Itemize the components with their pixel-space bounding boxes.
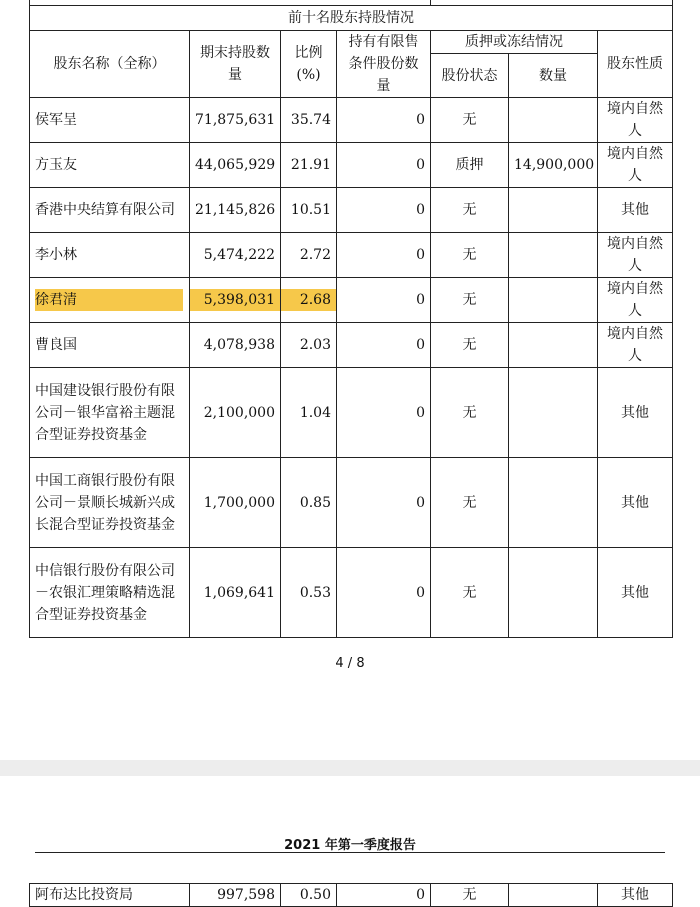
table-row [30,458,673,548]
restricted-shares: 0 [337,188,431,233]
pledge-status: 无 [431,884,509,907]
restricted-shares: 0 [337,98,431,143]
share-ratio: 2.72 [281,233,337,278]
restricted-shares: 0 [337,143,431,188]
shareholder-nature: 境内自然人 [598,143,673,188]
shares-held: 1,069,641 [190,548,281,638]
shareholders-table [29,0,673,638]
table-row [30,548,673,638]
shareholder-nature: 境内自然人 [598,323,673,368]
shareholder-name: 中信银行股份有限公司－农银汇理策略精选混合型证券投资基金 [30,548,190,638]
share-ratio: 21.91 [281,143,337,188]
shareholder-nature: 境内自然人 [598,98,673,143]
header-nature: 股东性质 [598,31,673,98]
restricted-shares: 0 [337,884,431,907]
shareholder-name [30,278,190,323]
pledge-amount [509,368,598,458]
share-ratio: 2.03 [281,323,337,368]
pledge-amount [509,233,598,278]
shares-held: 1,700,000 [190,458,281,548]
header-pledge-status: 股份状态 [431,54,509,98]
pledge-amount [509,278,598,323]
pledge-status: 无 [431,233,509,278]
header-pledge-amount: 数量 [509,54,598,98]
shareholder-nature: 其他 [598,548,673,638]
header-name: 股东名称（全称） [30,31,190,98]
shares-held: 4,078,938 [190,323,281,368]
highlight-mark: 徐君清 [35,289,183,311]
section-title-row [30,6,673,31]
restricted-shares: 0 [337,233,431,278]
header-row-1 [30,31,673,54]
shares-held: 2,100,000 [190,368,281,458]
shareholder-nature: 其他 [598,368,673,458]
header-shares: 期末持股数量 [190,31,281,98]
shares-held: 44,065,929 [190,143,281,188]
pledge-status: 无 [431,323,509,368]
shareholder-nature: 境内自然人 [598,278,673,323]
shareholder-nature: 其他 [598,188,673,233]
shareholder-nature: 其他 [598,458,673,548]
shareholder-name: 曹良国 [30,323,190,368]
pledge-amount [509,884,598,907]
header-restricted: 持有有限售条件股份数量 [337,31,431,98]
shareholder-name: 阿布达比投资局 [30,884,190,907]
pledge-amount [509,323,598,368]
header-rule [35,852,665,853]
share-ratio: 0.50 [281,884,337,907]
header-pledge-group: 质押或冻结情况 [431,31,598,54]
pledge-status: 无 [431,458,509,548]
shares-held: 997,598 [190,884,281,907]
section-title: 前十名股东持股情况 [30,6,673,31]
table-row [30,884,673,907]
highlight-mark: 5,398,031 [190,289,280,311]
share-ratio: 1.04 [281,368,337,458]
shareholder-name: 中国工商银行股份有限公司－景顺长城新兴成长混合型证券投资基金 [30,458,190,548]
shareholder-name: 中国建设银行股份有限公司－银华富裕主题混合型证券投资基金 [30,368,190,458]
restricted-shares: 0 [337,323,431,368]
table-row-highlighted [30,278,673,323]
shares-held [190,278,281,323]
share-ratio: 0.53 [281,548,337,638]
header-ratio: 比例(%) [281,31,337,98]
pledge-status: 无 [431,548,509,638]
shareholder-name: 侯军呈 [30,98,190,143]
shares-held: 71,875,631 [190,98,281,143]
table-row [30,188,673,233]
table-row [30,323,673,368]
pledge-amount [509,548,598,638]
restricted-shares: 0 [337,548,431,638]
share-ratio: 10.51 [281,188,337,233]
next-page-header-title: 2021 年第一季度报告 [284,838,416,853]
table-row [30,233,673,278]
table-row [30,368,673,458]
shareholder-name: 李小林 [30,233,190,278]
pledge-status: 无 [431,98,509,143]
shares-held: 5,474,222 [190,233,281,278]
page-number: 4 / 8 [335,656,365,671]
pledge-status: 质押 [431,143,509,188]
share-ratio [281,278,337,323]
pledge-status: 无 [431,368,509,458]
shareholder-nature: 其他 [598,884,673,907]
shareholder-name: 方玉友 [30,143,190,188]
pledge-amount [509,458,598,548]
table-row [30,98,673,143]
pledge-status: 无 [431,278,509,323]
restricted-shares: 0 [337,458,431,548]
share-ratio: 0.85 [281,458,337,548]
pledge-status: 无 [431,188,509,233]
table-row [30,143,673,188]
shares-held: 21,145,826 [190,188,281,233]
shareholder-nature: 境内自然人 [598,233,673,278]
share-ratio: 35.74 [281,98,337,143]
pledge-amount [509,98,598,143]
shareholder-name: 香港中央结算有限公司 [30,188,190,233]
highlight-mark: 2.68 [281,289,336,311]
restricted-shares: 0 [337,278,431,323]
page-gap [0,760,700,776]
pledge-amount: 14,900,000 [509,143,598,188]
pledge-amount [509,188,598,233]
restricted-shares: 0 [337,368,431,458]
shareholders-table-continued [29,883,673,907]
